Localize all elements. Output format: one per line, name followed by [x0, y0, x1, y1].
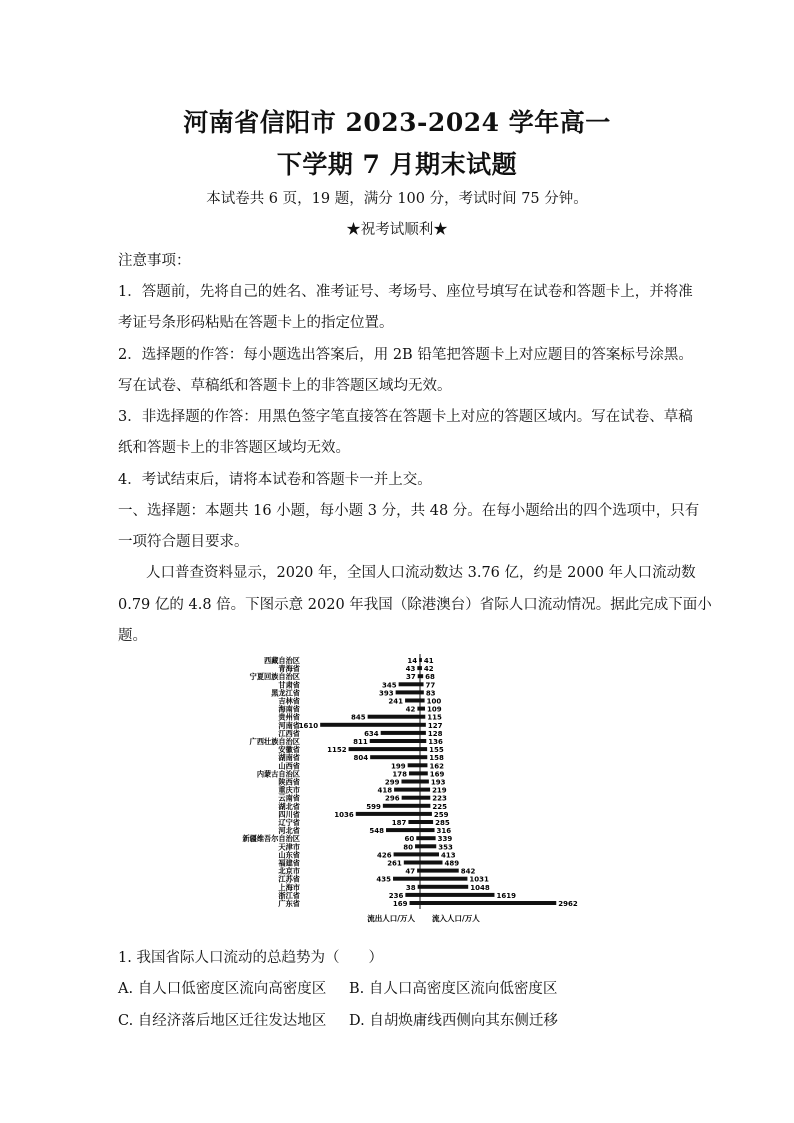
inflow-value-label: 219	[432, 786, 447, 795]
outflow-bar	[405, 699, 420, 703]
inflow-bar	[420, 844, 436, 848]
province-label: 广西壮族自治区	[249, 737, 300, 746]
exam-title-line2: 下学期 7 月期末试题	[276, 150, 518, 179]
inflow-bar	[420, 699, 425, 703]
notes-heading: 注意事项：	[118, 253, 191, 269]
outflow-value-label: 1610	[298, 721, 319, 730]
inflow-value-label: 83	[425, 689, 436, 698]
inflow-value-label: 353	[438, 843, 453, 852]
inflow-value-label: 128	[427, 729, 443, 738]
notes-line: 3．非选择题的作答：用黑色签字笔直接答在答题卡上对应的答题区域内。写在试卷、草稿	[118, 409, 693, 425]
inflow-value-label: 339	[437, 835, 453, 844]
outflow-bar	[404, 861, 420, 865]
inflow-bar	[420, 869, 459, 873]
outflow-bar	[409, 771, 420, 775]
inflow-bar	[420, 852, 439, 856]
migration-chart	[230, 650, 578, 935]
outflow-axis-label: 流出人口/万人	[367, 914, 415, 923]
inflow-value-label: 489	[444, 859, 460, 868]
inflow-value-label: 162	[429, 762, 445, 771]
outflow-value-label: 1036	[334, 810, 354, 819]
outflow-bar	[394, 852, 420, 856]
passage-line: 题。	[118, 628, 147, 644]
inflow-bar	[420, 804, 430, 808]
inflow-value-label: 259	[433, 810, 449, 819]
outflow-value-label: 241	[388, 697, 404, 706]
outflow-value-label: 60	[404, 835, 415, 844]
outflow-bar	[408, 763, 420, 767]
inflow-bar	[420, 771, 428, 775]
province-label: 河北省	[278, 826, 300, 836]
province-label: 云南省	[278, 793, 300, 803]
province-label: 新疆维吾尔自治区	[242, 834, 300, 844]
province-label: 甘肃省	[278, 680, 300, 690]
inflow-bar	[420, 901, 556, 905]
inflow-bar	[420, 885, 468, 889]
inflow-bar	[420, 747, 427, 751]
inflow-value-label: 136	[428, 738, 443, 746]
inflow-value-label: 68	[425, 673, 435, 682]
outflow-value-label: 38	[405, 883, 416, 892]
outflow-bar	[381, 731, 420, 735]
exam-title-line1: 河南省信阳市 2023-2024 学年高一	[183, 108, 611, 137]
inflow-bar	[420, 836, 436, 840]
outflow-value-label: 14	[407, 657, 418, 665]
outflow-bar	[405, 893, 420, 897]
outflow-value-label: 418	[377, 786, 393, 795]
outflow-bar	[408, 820, 420, 824]
outflow-bar	[393, 877, 420, 881]
inflow-bar	[420, 755, 427, 759]
outflow-value-label: 1152	[327, 746, 347, 755]
inflow-bar	[420, 893, 494, 897]
inflow-value-label: 100	[426, 697, 442, 706]
province-label: 福建省	[278, 858, 300, 868]
inflow-value-label: 169	[429, 770, 445, 779]
outflow-value-label: 187	[391, 819, 407, 827]
inflow-value-label: 109	[427, 705, 442, 714]
outflow-value-label: 845	[350, 713, 366, 722]
province-label: 贵州省	[278, 712, 300, 722]
outflow-value-label: 80	[403, 843, 414, 852]
province-label: 江西省	[278, 728, 300, 738]
passage-line: 0.79 亿的 4.8 倍。下图示意 2020 年我国（除港澳台）省际人口流动情况。据此完成下面小	[118, 597, 712, 613]
province-label: 西藏自治区	[264, 656, 300, 665]
question1-stem: 1. 我国省际人口流动的总趋势为（ ）	[118, 950, 383, 966]
province-label: 重庆市	[278, 785, 300, 795]
province-label: 湖北省	[278, 801, 300, 811]
inflow-value-label: 842	[460, 867, 476, 876]
outflow-bar	[394, 788, 420, 792]
notes-line: 纸和答题卡上的非答题区域均无效。	[118, 440, 350, 456]
outflow-value-label: 42	[405, 705, 416, 714]
outflow-bar	[320, 723, 420, 727]
inflow-value-label: 193	[430, 778, 446, 787]
province-label: 河南省	[278, 720, 300, 730]
inflow-value-label: 158	[429, 754, 444, 763]
province-label: 辽宁省	[278, 818, 300, 827]
question1-option-a[interactable]: A. 自人口低密度区流向高密度区	[118, 981, 327, 997]
outflow-bar	[349, 747, 420, 751]
province-label: 北京市	[278, 866, 300, 876]
inflow-bar	[420, 739, 426, 743]
province-label: 江苏省	[278, 874, 300, 884]
province-label: 山西省	[278, 761, 300, 771]
inflow-value-label: 2962	[558, 900, 578, 908]
question1-option-d[interactable]: D. 自胡焕庸线西侧向其东侧迁移	[349, 1013, 558, 1029]
inflow-value-label: 1031	[469, 875, 489, 884]
outflow-bar	[370, 739, 420, 743]
province-label: 吉林省	[278, 696, 300, 706]
outflow-bar	[368, 715, 420, 719]
inflow-bar	[420, 780, 429, 784]
province-label: 安徽省	[278, 745, 300, 755]
province-label: 湖南省	[278, 753, 300, 763]
outflow-value-label: 47	[405, 867, 416, 876]
inflow-value-label: 223	[432, 794, 447, 803]
outflow-bar	[370, 755, 420, 759]
outflow-value-label: 37	[405, 673, 416, 682]
notes-line: 4．考试结束后，请将本试卷和答题卡一并上交。	[118, 472, 432, 488]
inflow-bar	[420, 723, 426, 727]
outflow-value-label: 426	[376, 851, 392, 860]
outflow-bar	[402, 796, 420, 800]
inflow-bar	[420, 820, 433, 824]
province-label: 上海市	[278, 882, 300, 892]
inflow-axis-label: 流入人口/万人	[432, 914, 480, 923]
province-label: 海南省	[278, 704, 300, 714]
province-label: 广东省	[278, 899, 300, 908]
province-label: 内蒙古自治区	[256, 769, 300, 779]
section-heading: 一、选择题：本题共 16 小题，每小题 3 分，共 48 分。在每小题给出的四个选项中，只有	[118, 503, 700, 519]
section-heading: 一项符合题目要求。	[118, 534, 249, 550]
outflow-value-label: 435	[376, 875, 392, 884]
inflow-value-label: 41	[423, 657, 434, 665]
outflow-bar	[383, 804, 420, 808]
outflow-value-label: 199	[391, 762, 406, 771]
province-label: 青海省	[278, 664, 300, 674]
province-label: 山东省	[278, 850, 300, 860]
inflow-bar	[420, 877, 467, 881]
exam-wish: ★祝考试顺利★	[346, 222, 448, 238]
inflow-bar	[420, 788, 430, 792]
question1-option-b[interactable]: B. 自人口高密度区流向低密度区	[349, 981, 558, 997]
exam-info: 本试卷共 6 页，19 题，满分 100 分，考试时间 75 分钟。	[206, 191, 588, 207]
outflow-value-label: 236	[388, 891, 404, 900]
inflow-value-label: 1619	[496, 891, 516, 900]
notes-line: 2．选择题的作答：每小题选出答案后，用 2B 铅笔把答题卡上对应题目的答案标号涂黑。	[118, 347, 693, 363]
inflow-bar	[420, 682, 424, 686]
inflow-bar	[420, 763, 427, 767]
province-label: 陕西省	[278, 777, 300, 787]
outflow-value-label: 169	[392, 900, 408, 908]
inflow-value-label: 127	[427, 721, 443, 730]
province-label: 浙江省	[278, 890, 300, 900]
question1-option-c[interactable]: C. 自经济落后地区迁往发达地区	[118, 1013, 327, 1029]
inflow-bar	[420, 731, 426, 735]
outflow-bar	[399, 682, 420, 686]
outflow-bar	[410, 901, 420, 905]
inflow-bar	[420, 707, 425, 711]
outflow-bar	[396, 690, 420, 694]
outflow-bar	[416, 836, 420, 840]
inflow-value-label: 1048	[470, 883, 490, 892]
inflow-value-label: 316	[436, 827, 452, 836]
notes-line: 写在试卷、草稿纸和答题卡上的非答题区域均无效。	[118, 378, 452, 394]
inflow-bar	[420, 715, 425, 719]
inflow-value-label: 285	[435, 819, 450, 827]
province-label: 宁夏回族自治区	[249, 672, 300, 682]
outflow-bar	[356, 812, 420, 816]
outflow-value-label: 393	[379, 689, 394, 698]
outflow-bar	[386, 828, 420, 832]
outflow-value-label: 804	[353, 754, 369, 763]
inflow-bar	[420, 796, 430, 800]
outflow-value-label: 261	[387, 859, 402, 868]
inflow-bar	[420, 812, 432, 816]
inflow-bar	[420, 828, 435, 832]
inflow-bar	[420, 690, 424, 694]
inflow-bar	[420, 861, 442, 865]
province-label: 四川省	[278, 809, 300, 819]
outflow-value-label: 634	[364, 729, 379, 738]
outflow-value-label: 599	[366, 802, 381, 811]
province-label: 黑龙江省	[271, 688, 300, 698]
notes-line: 考证号条形码粘贴在答题卡上的指定位置。	[118, 315, 394, 331]
inflow-value-label: 413	[440, 851, 456, 860]
outflow-bar	[401, 780, 420, 784]
outflow-value-label: 43	[405, 665, 416, 674]
inflow-value-label: 155	[429, 746, 444, 755]
outflow-value-label: 296	[385, 794, 400, 803]
outflow-value-label: 811	[353, 738, 368, 746]
outflow-value-label: 299	[384, 778, 400, 787]
inflow-value-label: 42	[423, 665, 434, 674]
inflow-value-label: 77	[425, 681, 436, 690]
inflow-value-label: 115	[427, 713, 442, 722]
province-label: 天津市	[278, 842, 300, 852]
outflow-value-label: 178	[392, 770, 407, 779]
outflow-value-label: 548	[369, 827, 385, 836]
outflow-bar	[415, 844, 420, 848]
passage-line: 人口普查资料显示，2020 年，全国人口流动数达 3.76 亿，约是 2000 年人口流动数	[146, 565, 696, 581]
inflow-value-label: 225	[432, 802, 447, 811]
notes-line: 1．答题前，先将自己的姓名、准考证号、考场号、座位号填写在试卷和答题卡上，并将准	[118, 284, 693, 300]
outflow-value-label: 345	[381, 681, 397, 690]
